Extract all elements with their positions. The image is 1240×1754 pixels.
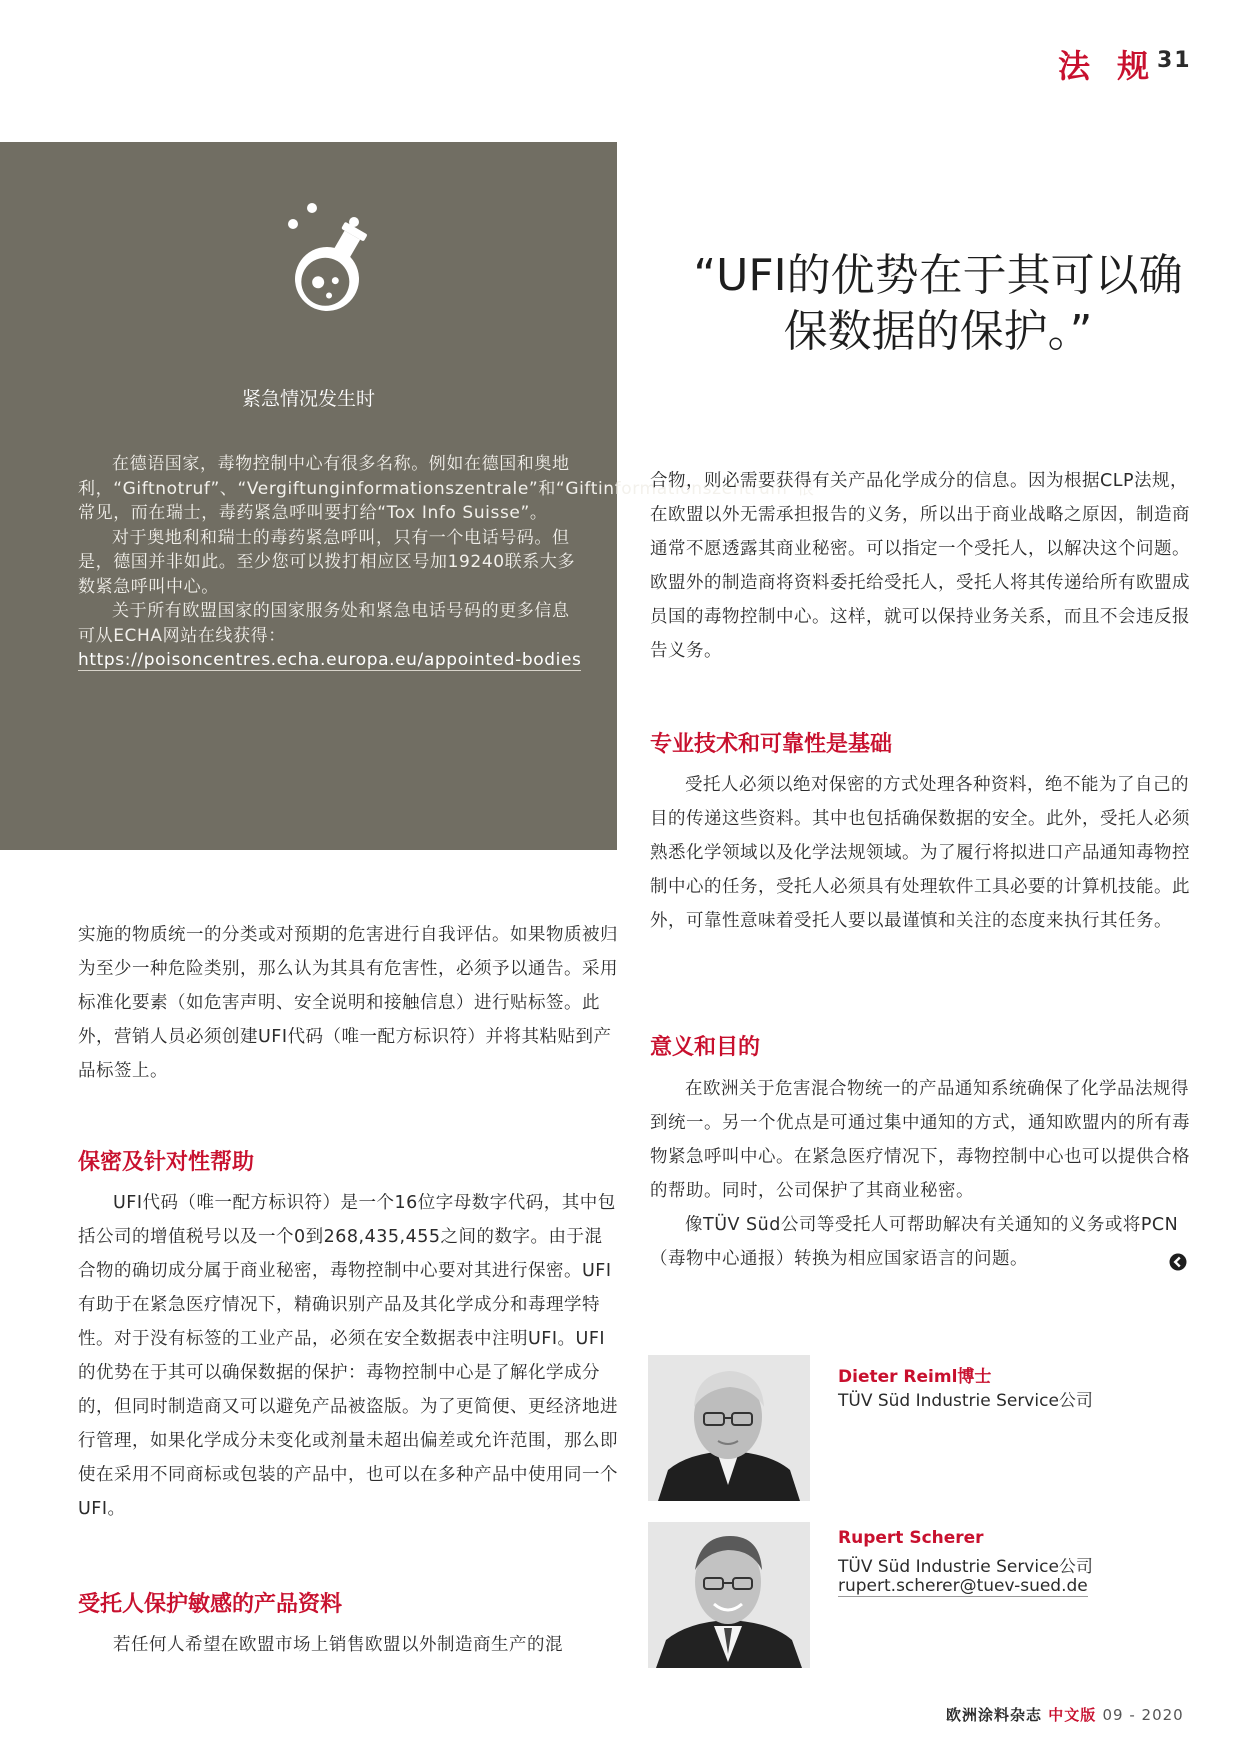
box-text: 关于所有欧盟国家的国家服务处和紧急电话号码的更多信息可从ECHA网站在线获得： [78, 601, 570, 646]
heading-purpose: 意义和目的 [650, 1035, 761, 1060]
issue-number: 09 - 2020 [1102, 1706, 1184, 1724]
quote-line: 保数据的保护。” [783, 306, 1093, 357]
author-portrait [648, 1355, 810, 1501]
echa-link[interactable]: https://poisoncentres.echa.europa.eu/appointed-bodies [78, 650, 582, 670]
box-paragraph: 在德语国家，毒物控制中心有很多名称。例如在德国和奥地利，“Giftnotruf”、“Vergiftunginformationszentrale”和“Giftinformationszentrum”很常见，而在瑞士，毒药紧急呼叫要打给“Tox Info Suisse”。 [78, 454, 815, 523]
quote-line: “UFI的优势在于其可以确 [693, 250, 1183, 301]
paragraph: UFI代码（唯一配方标识符）是一个16位字母数字代码，其中包括公司的增值税号以及一个0到268,435,455之间的数字。由于混合物的确切成分属于商业秘密，毒物控制中心要对其进行保密。UFI有助于在紧急医疗情况下，精确识别产品及其化学成分和毒理学特性。对于没有标签的工业产品，必须在安全数据表中注明UFI。UFI的优势在于其可以确保数据的保护：毒物控制中心是了解化学成分的，但同时制造商又可以避免产品被盗版。为了更简便、更经济地进行管理，如果化学成分未变化或剂量未超出偏差或允许范围，那么即使在采用不同商标或包装的产品中，也可以在多种产品中使用同一个UFI。 [78, 1193, 618, 1519]
edition-label: 中文版 [1048, 1706, 1097, 1724]
pull-quote [668, 248, 1208, 360]
heading-expertise: 专业技术和可靠性是基础 [650, 732, 893, 757]
paragraph: 受托人必须以绝对保密的方式处理各种资料，绝不能为了自己的目的传递这些资料。其中也包括确保数据的安全。此外，受托人必须熟悉化学领域以及化学法规领域。为了履行将拟进口产品通知毒物控制中心的任务，受托人必须具有处理软件工具必要的计算机技能。此外，可靠性意味着受托人要以最谨慎和关注的态度来执行其任务。 [650, 775, 1190, 931]
heading-confidentiality: 保密及针对性帮助 [78, 1150, 255, 1175]
paragraph: 合物，则必需要获得有关产品化学成分的信息。因为根据CLP法规，在欧盟以外无需承担报告的义务，所以出于商业战略之原因，制造商通常不愿透露其商业秘密。可以指定一个受托人，以解决这个问题。欧盟外的制造商将资料委托给受托人，受托人将其传递给所有欧盟成员国的毒物控制中心。这样，就可以保持业务关系，而且不会违反报告义务。 [650, 471, 1190, 661]
author-company: TÜV Süd Industrie Service公司 [838, 1391, 1093, 1411]
box-title: 紧急情况发生时 [241, 388, 375, 410]
flask-icon [272, 202, 382, 322]
box-body [78, 452, 815, 673]
left-intro [78, 918, 618, 1088]
paragraph: 在欧洲关于危害混合物统一的产品通知系统确保了化学品法规得到统一。另一个优点是可通过集中通知的方式，通知欧盟内的所有毒物紧急呼叫中心。在紧急医疗情况下，毒物控制中心也可以提供合格的帮助。同时，公司保护了其商业秘密。 [650, 1079, 1190, 1201]
footer [946, 1704, 1184, 1725]
section-title: 法 规 [1058, 47, 1158, 85]
author-name: Rupert Scherer [838, 1528, 984, 1548]
page-number: 31 [1157, 48, 1192, 73]
author-email-link[interactable]: rupert.scherer@tuev-sued.de [838, 1576, 1088, 1596]
author-portrait [648, 1522, 810, 1668]
author-name: Dieter Reiml博士 [838, 1367, 992, 1387]
left-body-1 [78, 1186, 618, 1526]
paragraph: 若任何人希望在欧盟市场上销售欧盟以外制造商生产的混 [113, 1635, 563, 1655]
right-body-1 [650, 768, 1190, 938]
paragraph: 实施的物质统一的分类或对预期的危害进行自我评估。如果物质被归为至少一种危险类别，那么认为其具有危害性，必须予以通告。采用标准化要素（如危害声明、安全说明和接触信息）进行贴标签。此外，营销人员必须创建UFI代码（唯一配方标识符）并将其粘贴到产品标签上。 [78, 925, 618, 1081]
heading-trustee: 受托人保护敏感的产品资料 [78, 1592, 343, 1617]
box-paragraph [78, 599, 586, 673]
right-intro [650, 464, 1190, 668]
paragraph: 像TÜV Süd公司等受托人可帮助解决有关通知的义务或将PCN（毒物中心通报）转换为相应国家语言的问题。 [650, 1215, 1179, 1269]
left-body-2 [78, 1628, 618, 1662]
box-paragraph: 对于奥地利和瑞士的毒药紧急呼叫，只有一个电话号码。但是，德国并非如此。至少您可以拨打相应区号加19240联系大多数紧急呼叫中心。 [78, 527, 576, 597]
end-mark-icon [1169, 1253, 1187, 1271]
magazine-name: 欧洲涂料杂志 [946, 1706, 1043, 1724]
right-body-2 [650, 1072, 1190, 1276]
author-company: TÜV Süd Industrie Service公司 [838, 1557, 1093, 1577]
